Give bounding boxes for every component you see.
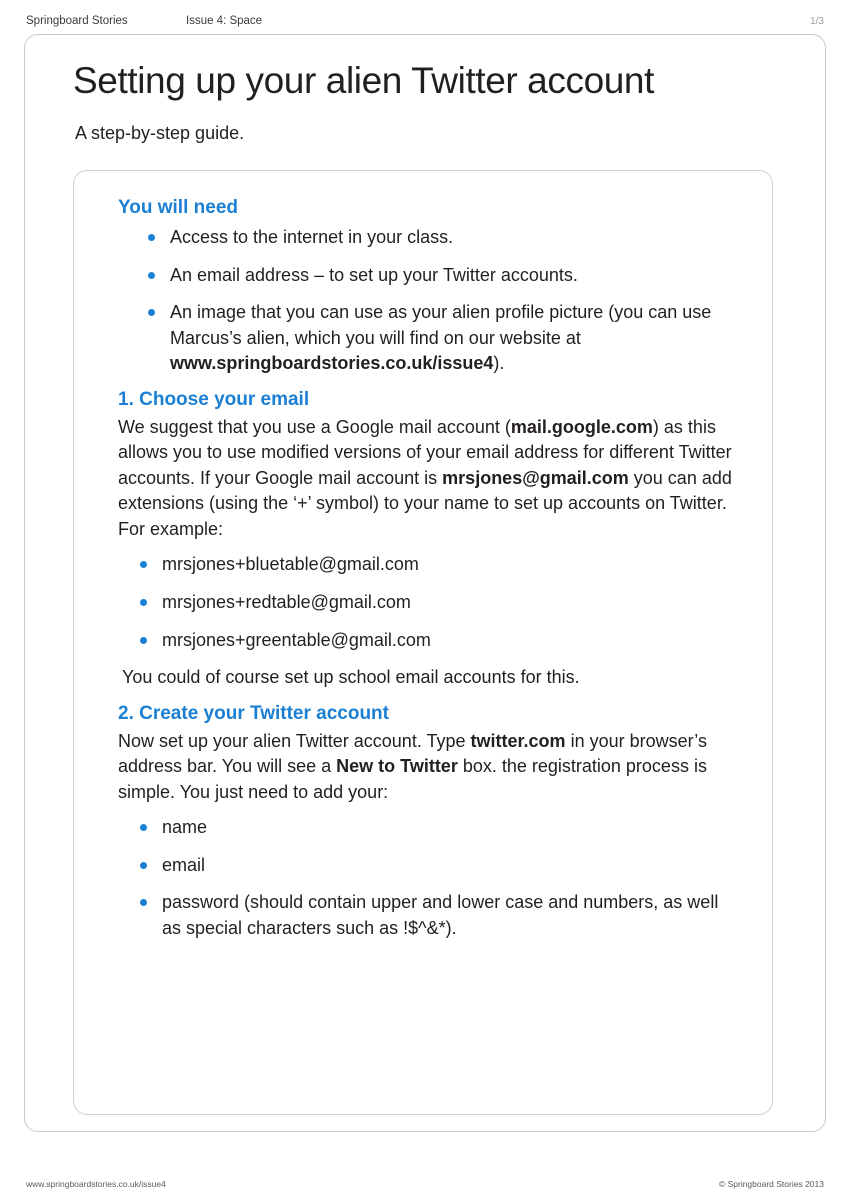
page-subtitle: A step-by-step guide. [75, 123, 245, 143]
list-item: mrsjones+redtable@gmail.com [162, 590, 742, 616]
list-you-will-need [118, 225, 742, 377]
list-item: An email address – to set up your Twitter accounts. [170, 263, 742, 289]
page-frame [24, 34, 826, 1132]
list-item: mrsjones+bluetable@gmail.com [162, 552, 742, 578]
heading-choose-your-email: 1. Choose your email [118, 388, 310, 410]
footer-url: www.springboardstories.co.uk/issue4 [26, 1179, 166, 1189]
running-head-brand: Springboard Stories [26, 15, 128, 27]
list-item: Access to the internet in your class. [170, 225, 742, 251]
note-school-email-accounts: You could of course set up school email accounts for this. [122, 667, 580, 688]
running-head [26, 10, 824, 32]
paragraph-choose-your-email: We suggest that you use a Google mail account (mail.google.com) as this allows you to use modified versions of your email address for different Twitter accounts. If your Google mail account is mrsjones@gmail.com you can add extensions (using the ‘+’ symbol) to your name to set up accounts on Twitter. For example: [118, 416, 732, 539]
list-item: name [162, 815, 742, 841]
heading-you-will-need: You will need [118, 197, 238, 218]
footer-copyright: © Springboard Stories 2013 [718, 1179, 824, 1189]
heading-create-your-twitter-account: 2. Create your Twitter account [118, 702, 389, 724]
list-item: password (should contain upper and lower case and numbers, as well as special characters such as !$^&*). [162, 890, 742, 941]
list-item: An image that you can use as your alien profile picture (you can use Marcus’s alien, which you will find on our website at www.springboardstories.co.uk/issue4). [170, 300, 742, 377]
page-footer [26, 1179, 824, 1189]
content-panel [73, 170, 773, 1115]
running-head-issue: Issue 4: Space [186, 15, 263, 27]
list-item: mrsjones+greentable@gmail.com [162, 628, 742, 654]
page-number: 1/3 [810, 15, 824, 27]
list-registration-fields [118, 815, 742, 941]
paragraph-create-your-twitter-account: Now set up your alien Twitter account. Type twitter.com in your browser’s address bar. You will see a New to Twitter box. the registration process is simple. You just need to add your: [118, 730, 707, 802]
page-title: Setting up your alien Twitter account [73, 60, 654, 101]
list-item: email [162, 853, 742, 879]
list-email-examples [118, 552, 742, 653]
